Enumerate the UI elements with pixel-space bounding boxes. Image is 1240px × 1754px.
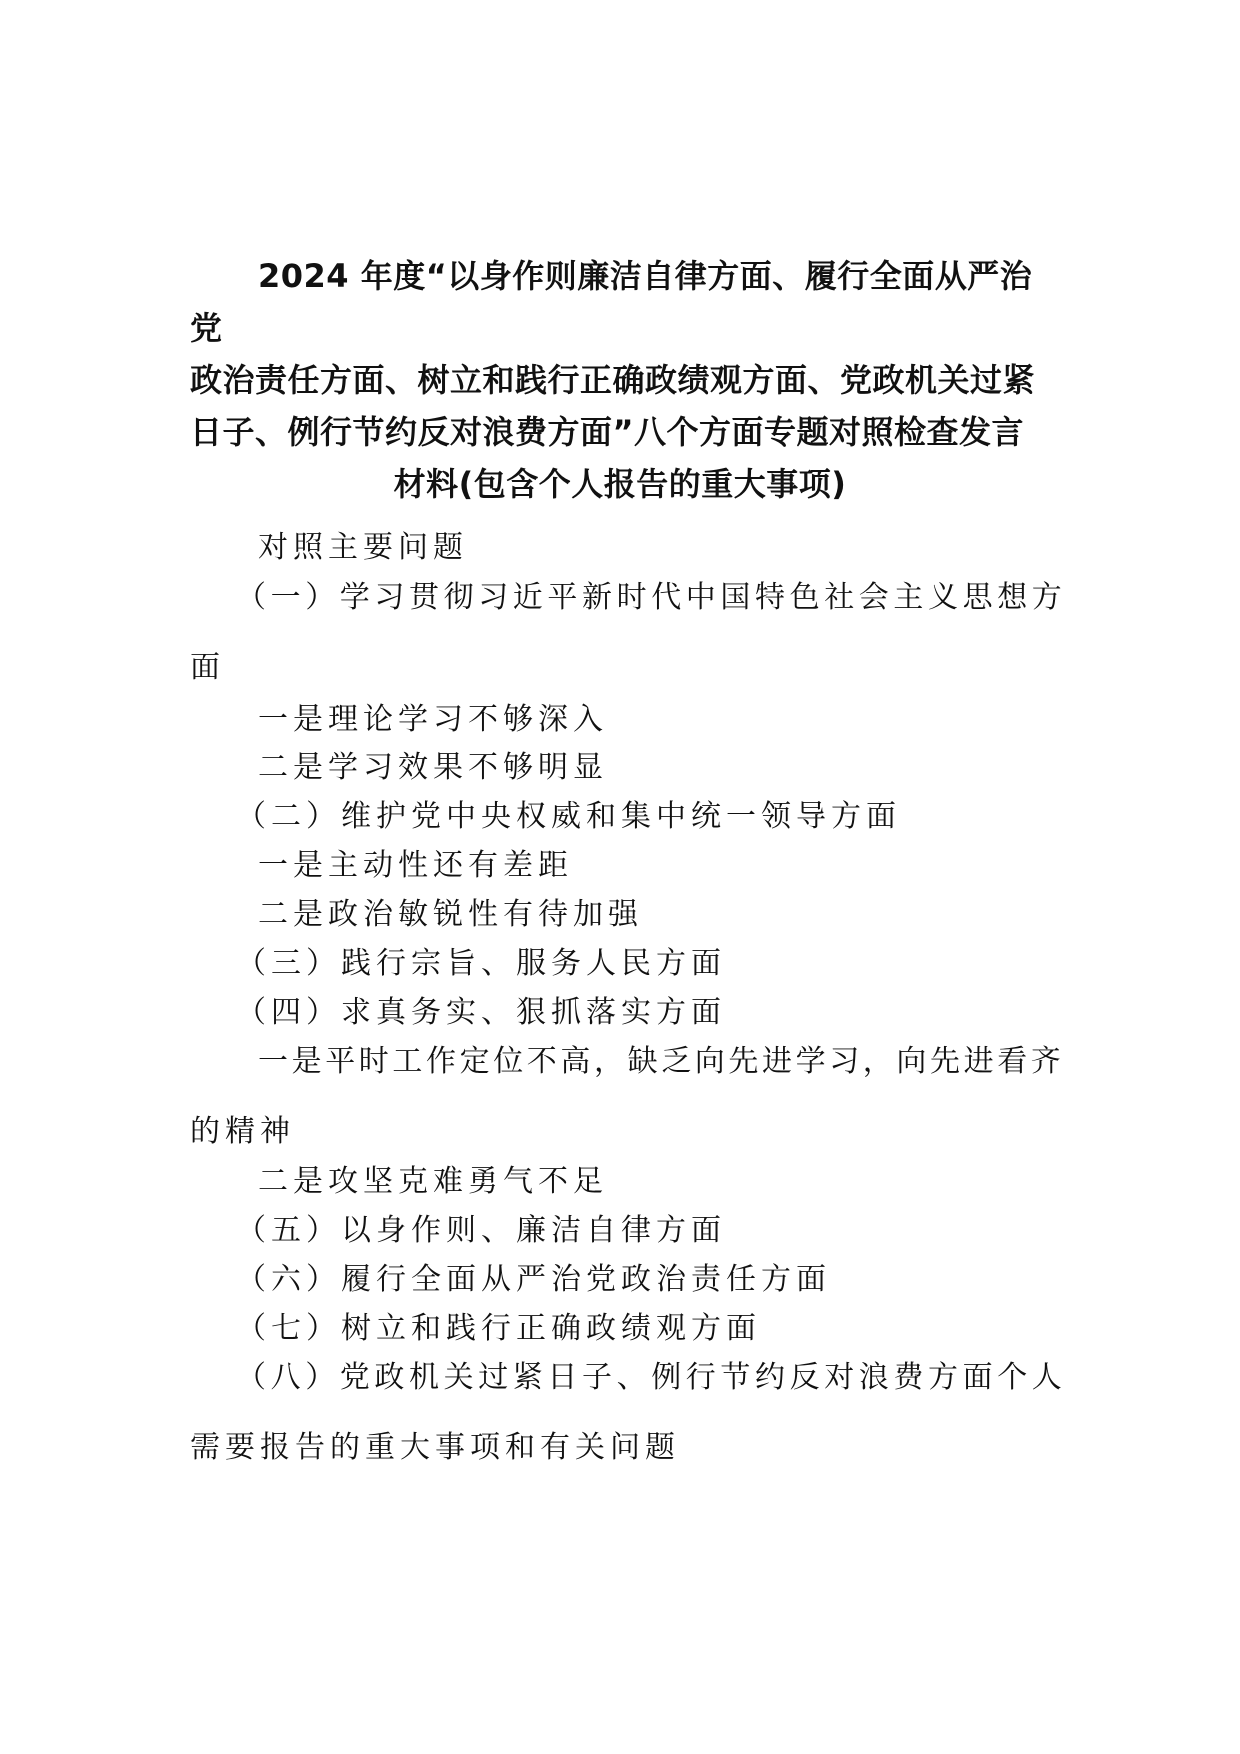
section-8-title: （八）党政机关过紧日子、例行节约反对浪费方面个人 (236, 1360, 1067, 1395)
title-line-4: 材料(包含个人报告的重大事项) (393, 465, 847, 503)
section-3-title: （三）践行宗旨、服务人民方面 (236, 946, 726, 981)
section-1-title-cont: 面 (190, 650, 225, 685)
section-1-title: （一）学习贯彻习近平新时代中国特色社会主义思想方 (236, 580, 1067, 615)
section-heading: 对照主要问题 (258, 530, 468, 565)
point-5: 一是平时工作定位不高，缺乏向先进学习，向先进看齐 (258, 1044, 1065, 1079)
section-2-title: （二）维护党中央权威和集中统一领导方面 (236, 799, 901, 834)
document-title (190, 250, 1050, 510)
point-4: 二是政治敏锐性有待加强 (258, 897, 643, 932)
point-5-cont: 的精神 (190, 1114, 295, 1149)
section-5-title: （五）以身作则、廉洁自律方面 (236, 1213, 726, 1248)
section-7-title: （七）树立和践行正确政绩观方面 (236, 1311, 761, 1346)
title-line-1: 2024 年度“以身作则廉洁自律方面、履行全面从严治党 (190, 257, 1033, 347)
section-6-title: （六）履行全面从严治党政治责任方面 (236, 1262, 831, 1297)
section-8-title-cont: 需要报告的重大事项和有关问题 (190, 1430, 680, 1465)
point-2: 二是学习效果不够明显 (258, 750, 608, 785)
point-6: 二是攻坚克难勇气不足 (258, 1164, 608, 1199)
title-line-3: 日子、例行节约反对浪费方面”八个方面专题对照检查发言 (190, 413, 1025, 451)
section-4-title: （四）求真务实、狠抓落实方面 (236, 995, 726, 1030)
point-1: 一是理论学习不够深入 (258, 702, 608, 737)
title-line-2: 政治责任方面、树立和践行正确政绩观方面、党政机关过紧 (190, 361, 1036, 399)
point-3: 一是主动性还有差距 (258, 848, 573, 883)
